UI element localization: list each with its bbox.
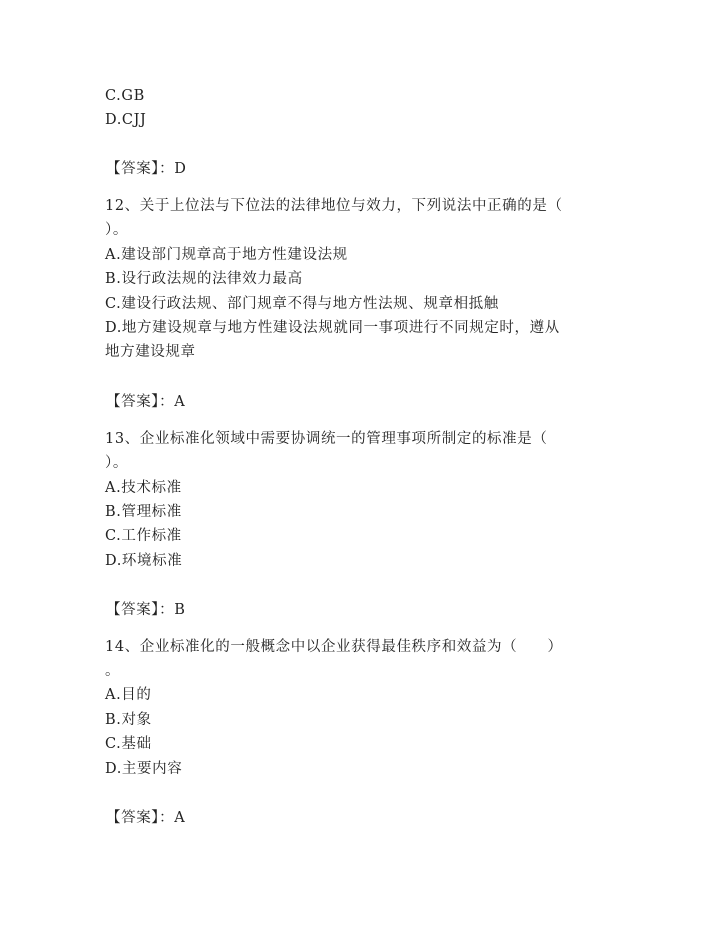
answer-value: A: [174, 810, 186, 826]
q12-answer: [106, 392, 185, 412]
q12-option-a: A.建设部门规章高于地方性建设法规: [105, 247, 348, 263]
q14-answer: [106, 808, 185, 828]
answer-label: 【答案】：: [106, 161, 175, 177]
q13-option-d: D.环境标准: [105, 553, 183, 569]
q12-option-d-line1: D.地方建设规章与地方性建设法规就同一事项进行不同规定时，遵从: [105, 320, 560, 336]
q13-question-line1: 13、企业标准化领域中需要协调统一的管理事项所制定的标准是（: [105, 431, 548, 447]
q14-question-line1: 14、企业标准化的一般概念中以企业获得最佳秩序和效益为（ ）: [105, 639, 563, 655]
answer-value: D: [174, 161, 187, 177]
q14-option-b: B.对象: [105, 712, 152, 728]
option-d-prev: D.CJJ: [105, 112, 147, 128]
q12-option-b: B.设行政法规的法律效力最高: [105, 271, 303, 287]
q13-option-c: C.工作标准: [105, 528, 182, 544]
q12-option-d-line2: 地方建设规章: [105, 344, 196, 360]
q14-question-line2: 。: [105, 663, 121, 679]
q14-option-a: A.目的: [105, 687, 152, 703]
option-c-prev: C.GB: [105, 88, 145, 104]
q12-question-line2: ）。: [105, 222, 128, 238]
answer-label: 【答案】：: [106, 394, 175, 410]
q14-option-d: D.主要内容: [105, 761, 183, 777]
answer-label: 【答案】：: [106, 602, 175, 618]
q12-question-line1: 12、关于上位法与下位法的法律地位与效力，下列说法中正确的是（: [105, 198, 563, 214]
q13-question-line2: ）。: [105, 455, 128, 471]
q13-option-b: B.管理标准: [105, 504, 182, 520]
q12-option-c: C.建设行政法规、部门规章不得与地方性法规、规章相抵触: [105, 296, 499, 312]
q13-option-a: A.技术标准: [105, 480, 182, 496]
answer-value: B: [174, 602, 186, 618]
answer-value: A: [174, 394, 186, 410]
answer-label: 【答案】：: [106, 810, 175, 826]
q13-answer: [106, 600, 186, 620]
answer-prev: [106, 159, 186, 179]
q14-option-c: C.基础: [105, 736, 152, 752]
